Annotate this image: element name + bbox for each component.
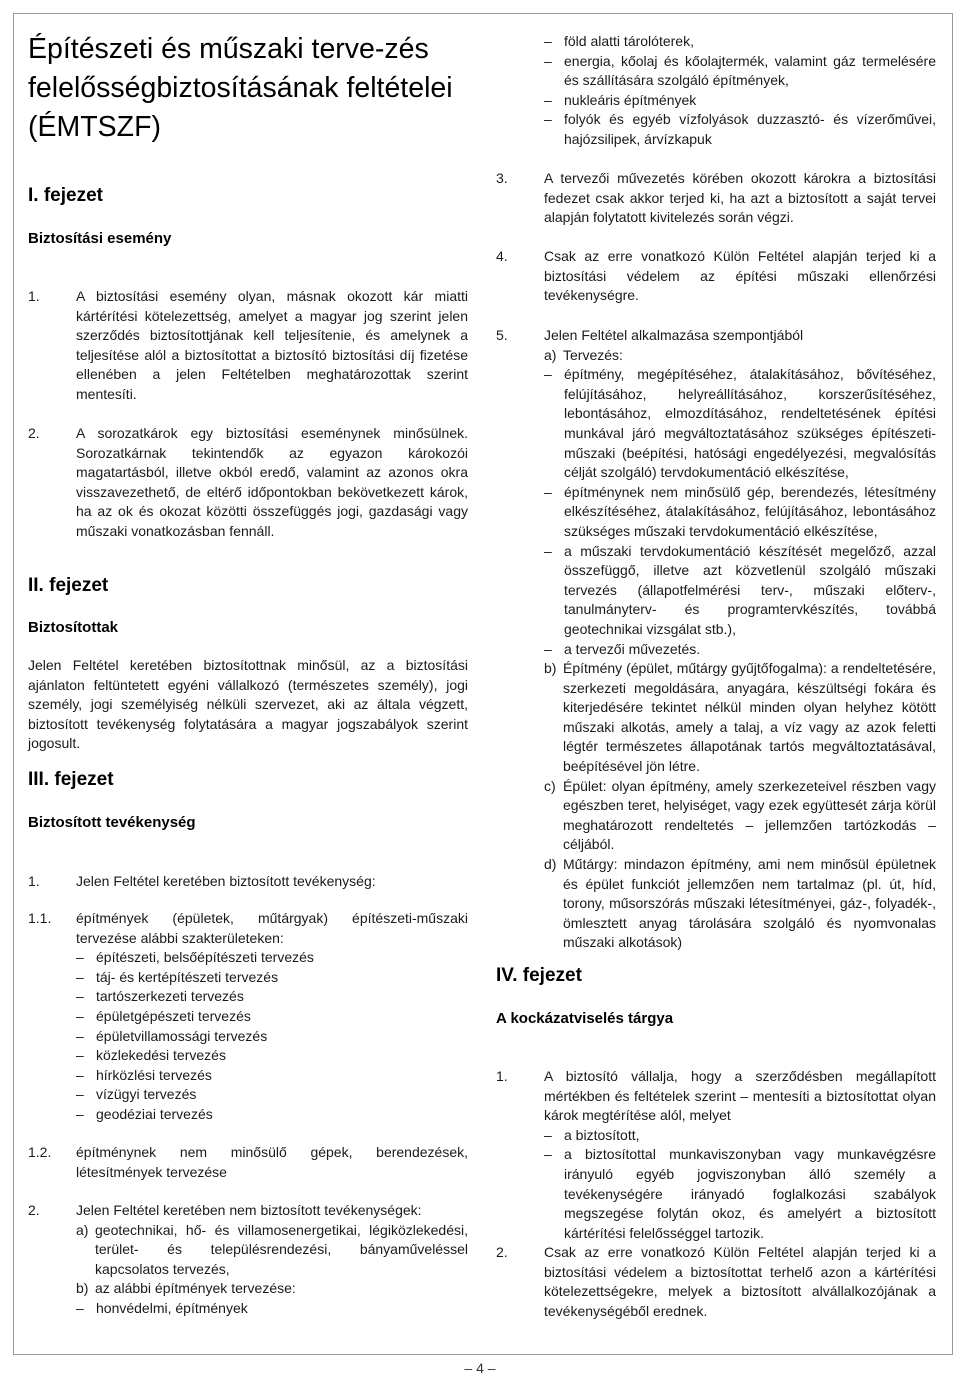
list-item: – a műszaki tervdokumentáció készítését megelőző, azzal összefüggő, illetve azt közvetlenül szolgáló műszaki tervezés (állapotfelmérési terv-, műszaki előterv-, tanulmányterv- és programtervkészítés, továbbá geotechnikai vizsgálat stb.), bbox=[544, 542, 936, 637]
paragraph-number: 4. bbox=[496, 248, 508, 264]
paragraph-text: építmények (épületek, műtárgyak) építészeti-műszaki tervezése alábbi szakterületeken: bbox=[76, 910, 468, 946]
discipline-list bbox=[28, 948, 468, 1124]
chapter-heading-1: I. fejezet bbox=[28, 185, 103, 206]
list-item: – épületgépészeti tervezés bbox=[76, 1007, 251, 1024]
list-item: – föld alatti tárolóterek, bbox=[544, 33, 694, 49]
paragraph-3-4 bbox=[496, 247, 936, 306]
list-item: – nukleáris építmények bbox=[544, 91, 697, 108]
paragraph-text: Csak az erre vonatkozó Külön Feltétel alapján terjed ki a biztosítási védelem a biztosítottat terhelő azon a kártérítési kötelezettségekre, melyek a biztosított alvállalkozójának a tevékenységéből erednek. bbox=[544, 1244, 936, 1319]
section-heading-2: Biztosítottak bbox=[28, 619, 118, 636]
chapter-heading-4: IV. fejezet bbox=[496, 965, 582, 986]
paragraph-number: 1.2. bbox=[28, 1144, 52, 1160]
paragraph-number: 1. bbox=[28, 873, 40, 889]
chapter-heading-3: III. fejezet bbox=[28, 769, 114, 790]
paragraph-number: 2. bbox=[28, 1202, 40, 1218]
list-item: – honvédelmi, építmények bbox=[76, 1299, 248, 1316]
paragraph-text: Jelen Feltétel keretében nem biztosított tevékenységek: bbox=[76, 1202, 422, 1218]
paragraph-text: A biztosító vállalja, hogy a szerződésben megállapított mértékben és feltételek szerint – mentesíti a biztosítottat olyan károk megtérítése alól, melyet bbox=[544, 1068, 936, 1124]
paragraph-3-3 bbox=[496, 169, 936, 228]
paragraph-4-2 bbox=[496, 1243, 936, 1321]
definition-b: b) Építmény (épület, műtárgy gyűjtőfogalma): a rendeltetésére, szerkezeti megoldására, anyagára, készültségi fokára és kiterjedésére tekintet nélkül minden olyan helyhez kötött műszaki alkotás, amely a talaj, a víz vagy az azok feletti légtér természetes állapotának tartós megváltoztatásával, beépítésével jön létre. bbox=[544, 660, 936, 775]
excluded-structures-list bbox=[544, 32, 936, 150]
paragraph-text: építménynek nem minősülő gépek, berendezések, létesítmények tervezése bbox=[76, 1144, 468, 1180]
sub-item-b: b) az alábbi építmények tervezése: bbox=[76, 1280, 296, 1297]
document-title: Építészeti és műszaki terve-zés felelősségbiztosításának feltételei (ÉMTSZF) bbox=[28, 33, 453, 143]
sub-item-a: a) geotechnikai, hő- és villamosenergetikai, légiközlekedési, terület- és településrendezési, bányaműveléssel kapcsolatos tervezés, bbox=[76, 1221, 468, 1277]
paragraph-number: 1. bbox=[28, 288, 40, 304]
list-item: – hírközlési tervezés bbox=[76, 1066, 212, 1083]
definition-d: d) Műtárgy: mindazon építmény, ami nem minősül épületnek és épület funkciót jellemzően nem tartalmaz (pl. út, híd, torony, műsorszórás műszaki létesítményei, gáz-, folyadék-, ömlesztett anyag tárolására szolgáló és nyomvonalas műszaki alkotások) bbox=[544, 856, 936, 951]
paragraph-1-2 bbox=[28, 424, 468, 542]
paragraph-number: 2. bbox=[28, 425, 40, 441]
paragraph-number: 2. bbox=[496, 1244, 508, 1260]
list-item: – közlekedési tervezés bbox=[76, 1047, 226, 1064]
list-item: – építménynek nem minősülő gép, berendezés, létesítmény elkészítéséhez, átalakításához, felújításához, lebontásához szükséges műszaki tervdokumentáció elkészítése, bbox=[544, 483, 936, 539]
list-item: – folyók és egyéb vízfolyások duzzasztó- és vízerőművei, hajózsilipek, árvízkapuk bbox=[544, 111, 936, 147]
list-item: – a biztosított, bbox=[544, 1126, 640, 1143]
paragraph-number: 3. bbox=[496, 170, 508, 186]
section-heading-4: A kockázatviselés tárgya bbox=[496, 1010, 674, 1027]
paragraph-3-1-1 bbox=[28, 909, 468, 1125]
list-item: – a biztosítottal munkaviszonyban vagy munkavégzésre irányuló egyéb jogviszonyban álló személy a tevékenységére irányadó foglalkozási szabályok megszegése folytán okoz, és amelyért a biztosított kártérítési felelősséggel tartozik. bbox=[544, 1146, 936, 1241]
list-item: – táj- és kertépítészeti tervezés bbox=[76, 968, 279, 985]
paragraph-3-1-2 bbox=[28, 1143, 468, 1182]
definition-a: a) Tervezés: bbox=[544, 346, 623, 363]
paragraph-2: Jelen Feltétel keretében biztosítottnak minősül, az a biztosítási ajánlaton feltüntetett egyéni vállalkozó (természetes személy), jogi személy, jogi személyiség nélküli szervezet, aki az általa végzett, biztosított tevékenység folytatására a magyar jogszabályok szerint jogosult. bbox=[28, 657, 468, 752]
paragraph-3-5 bbox=[496, 326, 936, 953]
section-heading-3: Biztosított tevékenység bbox=[28, 814, 196, 831]
page-number: – 4 – bbox=[464, 1360, 496, 1376]
list-item: – építmény, megépítéséhez, átalakításához, bővítéséhez, felújításához, helyreállításához, korszerűsítéséhez, lebontásához, elmozdításához, rendeltetésének építési munkával járó megváltoztatásához szükséges építészeti-műszaki (beépítési, hatósági engedélyezési, megvalósítás célját szolgáló) tervdokumentáció elkészítése, bbox=[544, 366, 936, 481]
paragraph-3-2 bbox=[28, 1201, 468, 1319]
paragraph-text: A biztosítási esemény olyan, másnak okozott kár miatti kártérítési kötelezettség, amelyet a magyar jog szerint jelen szerződés biztosítottjának kell teljesítenie, és amelynek a teljesítése alól a biztosítottat a biztosító biztosítási díj fizetése ellenében a jelen Feltételben meghatározottak szerint mentesíti. bbox=[76, 288, 468, 402]
chapter-heading-2: II. fejezet bbox=[28, 575, 109, 596]
paragraph-number: 5. bbox=[496, 327, 508, 343]
paragraph-1-1 bbox=[28, 287, 468, 405]
list-item: – a tervezői művezetés. bbox=[544, 640, 701, 657]
paragraph-text: A sorozatkárok egy biztosítási eseménynek minősülnek. Sorozatkárnak tekintendők az egyazon károkozói magatartásból, illetve okból eredő, valamint az azonos okra visszavezethető, de eltérő időpontokban bekövetkezett károk, ha az ok és okozat közötti összefüggés jogi, gazdasági vagy műszaki vonatkozásban fennáll. bbox=[76, 425, 468, 539]
paragraph-3-1 bbox=[28, 872, 468, 892]
definition-c: c) Épület: olyan építmény, amely szerkezeteivel részben vagy egészben teret, helyiséget, vagy ezek együttesét zárja körül meghatározott rendeltetés – jellemzően tartózkodás – céljából. bbox=[544, 777, 936, 853]
paragraph-text: Csak az erre vonatkozó Külön Feltétel alapján terjed ki a biztosítási védelem az építési műszaki ellenőrzési tevékenységre. bbox=[544, 248, 936, 304]
list-item: – vízügyi tervezés bbox=[76, 1086, 197, 1103]
section-heading-1: Biztosítási esemény bbox=[28, 230, 172, 247]
list-item: – tartószerkezeti tervezés bbox=[76, 988, 244, 1005]
paragraph-text: Jelen Feltétel alkalmazása szempontjából bbox=[544, 327, 804, 343]
list-item: – épületvillamossági tervezés bbox=[76, 1027, 268, 1044]
list-item: – geodéziai tervezés bbox=[76, 1105, 213, 1122]
paragraph-text: A tervezői művezetés körében okozott károkra a biztosítási fedezet csak akkor terjed ki, ha azt a biztosított a saját tervei alapján folytatott kivitelezés során végzi. bbox=[544, 170, 936, 226]
list-item: – energia, kőolaj és kőolajtermék, valamint gáz termelésére és szállítására szolgáló építmények, bbox=[544, 52, 936, 89]
paragraph-number: 1.1. bbox=[28, 910, 52, 926]
paragraph-number: 1. bbox=[496, 1068, 508, 1084]
paragraph-text: Jelen Feltétel keretében biztosított tevékenység: bbox=[76, 873, 376, 889]
list-item: – építészeti, belsőépítészeti tervezés bbox=[76, 949, 314, 966]
paragraph-4-1 bbox=[496, 1067, 936, 1243]
